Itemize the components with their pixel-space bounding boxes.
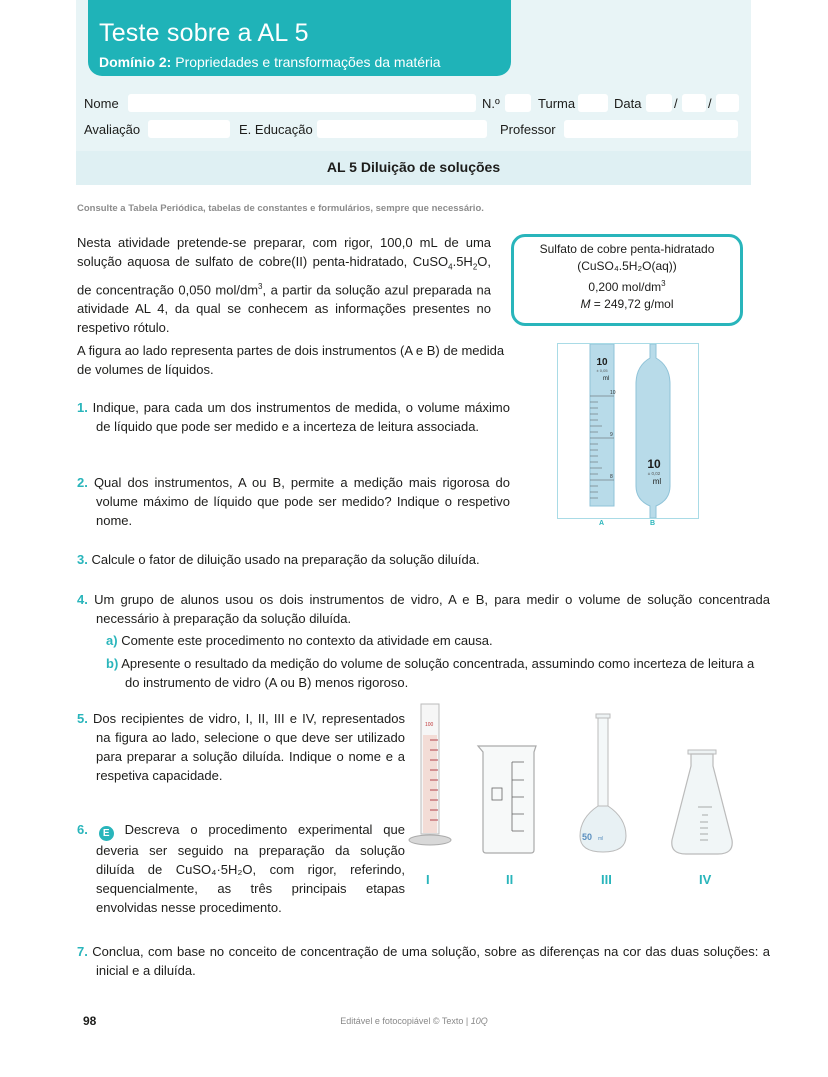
question-3: 3. Calcule o fator de diluição usado na preparação da solução diluída. <box>77 552 480 567</box>
volumetric-flask-icon <box>580 714 626 852</box>
beaker-icon <box>478 746 536 853</box>
graduated-cylinder-icon <box>409 704 451 845</box>
professor-label: Professor <box>500 122 556 137</box>
experimental-badge-icon: E <box>99 826 114 841</box>
page-title: Teste sobre a AL 5 <box>99 19 309 47</box>
label-line-concentration: 0,200 mol/$dm^3$ <box>588 279 666 294</box>
title-banner <box>88 0 511 76</box>
educacao-field[interactable] <box>317 120 487 138</box>
subject-heading: AL 5 Diluição de soluções <box>76 151 751 185</box>
label-line-molar-mass: M = 249,72 g/mol <box>580 297 674 311</box>
consult-note: Consulte a Tabela Periódica, tabelas de constantes e formulários, sempre que necessário. <box>77 203 484 214</box>
glassware-label-iv: IV <box>699 872 712 887</box>
svg-text:9: 9 <box>610 432 613 438</box>
svg-text:10: 10 <box>647 457 661 471</box>
date-year-field[interactable] <box>716 94 739 112</box>
svg-text:ml: ml <box>652 477 662 486</box>
educacao-label: E. Educação <box>239 122 313 137</box>
nome-label: Nome <box>84 96 119 111</box>
glassware-illustration <box>400 700 760 865</box>
professor-field[interactable] <box>564 120 738 138</box>
glassware-label-ii: II <box>506 872 514 887</box>
svg-text:100: 100 <box>425 722 434 728</box>
svg-text:± 0,05: ± 0,05 <box>596 368 608 373</box>
question-7: 7. Conclua, com base no conceito de concentração de uma solução, sobre as diferenças na cor das duas soluções: a inicial e a diluída. <box>77 944 770 978</box>
question-4a: a) Comente este procedimento no contexto da atividade em causa. <box>106 633 493 648</box>
domain-text: Propriedades e transformações da matéria <box>175 54 441 70</box>
svg-text:50: 50 <box>582 832 593 842</box>
page-number: 98 <box>83 1014 97 1028</box>
data-label: Data <box>614 96 642 111</box>
reagent-label-box <box>511 234 743 326</box>
question-4: 4. Um grupo de alunos usou os dois instrumentos de vidro, A e B, para medir o volume de solução concentrada necessário à preparação da solução diluída. <box>77 592 770 626</box>
figure-intro-paragraph: A figura ao lado representa partes de dois instrumentos (A e B) de medida de volumes de líquidos. <box>77 343 505 377</box>
numero-field[interactable] <box>505 94 531 112</box>
question-2: 2. Qual dos instrumentos, A ou B, permite a medição mais rigorosa do volume máximo de líquido que pode ser medido? Indique o respetivo nome. <box>77 475 510 528</box>
svg-text:ml: ml <box>598 836 604 842</box>
svg-text:10: 10 <box>596 357 608 368</box>
date-month-field[interactable] <box>682 94 706 112</box>
question-1: 1. Indique, para cada um dos instrumentos de medida, o volume máximo de líquido que pode ser medido e a incerteza de leitura associada. <box>77 400 510 434</box>
date-separator: / <box>674 96 678 111</box>
glassware-label-iii: III <box>601 872 612 887</box>
question-4b: b) Apresente o resultado da medição do volume de solução concentrada, assumindo como incerteza de leitura a do instrumento de vidro (A ou B) menos rigoroso. <box>106 656 755 690</box>
date-day-field[interactable] <box>646 94 672 112</box>
domain-label: Domínio 2: <box>99 54 172 70</box>
avaliacao-field[interactable] <box>148 120 230 138</box>
nome-field[interactable] <box>128 94 476 112</box>
numero-label: N.º <box>482 96 500 111</box>
glassware-label-i: I <box>426 872 430 887</box>
instruments-figure <box>557 343 699 527</box>
burette-pipette-illustration <box>558 344 698 518</box>
date-separator: / <box>708 96 712 111</box>
erlenmeyer-flask-icon <box>672 750 732 854</box>
turma-label: Turma <box>538 96 576 111</box>
domain-subtitle <box>99 54 441 70</box>
avaliacao-label: Avaliação <box>84 122 141 137</box>
question-6: 6. E Descreva o procedimento experimental que deveria ser seguido na preparação da solução diluída de CuSO₄·5H₂O, com rigor, referindo, sequencialmente, as três principais etapas envolvidas nesse procedimento. <box>77 822 405 915</box>
svg-text:10: 10 <box>610 390 616 396</box>
instrument-b-label: B <box>650 520 656 527</box>
svg-text:8: 8 <box>610 474 613 480</box>
turma-field[interactable] <box>578 94 608 112</box>
intro-paragraph: Nesta atividade pretende-se preparar, com rigor, 100,0 mL de uma solução aquosa de sulfato de cobre(II) penta-hidratado, $CuSO_4.5H_2O$, de concentração 0,050 mol/$dm^3$, a partir da solução azul preparada na atividade AL 4, da qual se conhecem as informações presentes no respetivo rótulo. <box>77 235 492 335</box>
question-5: 5. Dos recipientes de vidro, I, II, III e IV, representados na figura ao lado, selecione o que deve ser utilizado para preparar a solução diluída. Indique o nome e a respetiva capacidade. <box>77 711 405 783</box>
label-line-formula: (CuSO₄.5H₂O(aq)) <box>577 259 677 273</box>
svg-text:ml: ml <box>602 376 610 382</box>
label-line-name: Sulfato de cobre penta-hidratado <box>539 242 715 256</box>
instrument-a-label: A <box>599 520 605 527</box>
svg-text:± 0,02: ± 0,02 <box>647 471 661 476</box>
footer-copyright: Editável e fotocopiável © Texto | 10Q <box>340 1016 488 1026</box>
